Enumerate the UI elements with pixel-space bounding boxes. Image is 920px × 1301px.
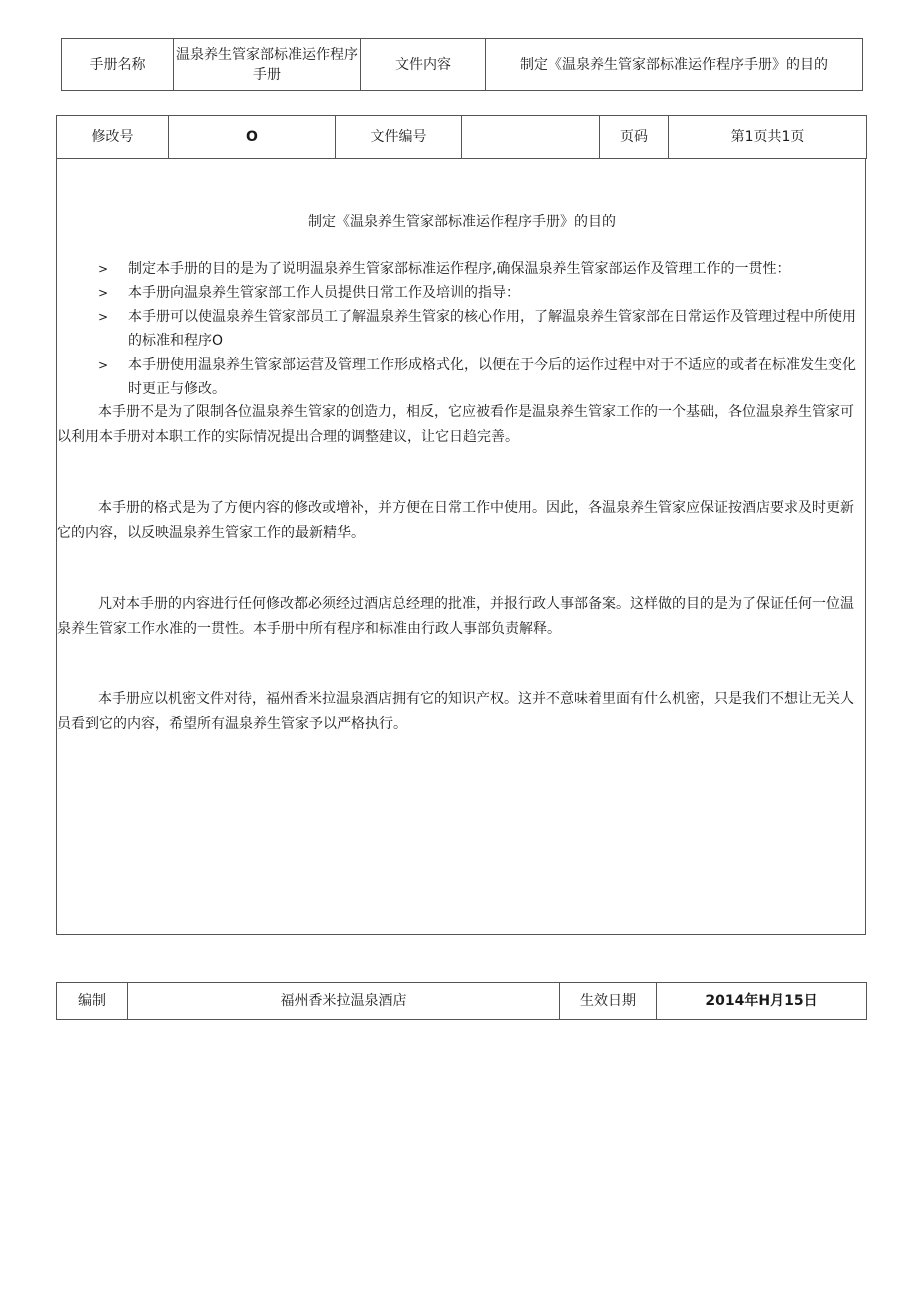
bullet-text: 制定本手册的目的是为了说明温泉养生管家部标准运作程序,确保温泉养生管家部运作及管理工作的一贯性：	[128, 261, 791, 277]
paragraph: 本手册应以机密文件对待，福州香米拉温泉酒店拥有它的知识产权。这并不意味着里面有什么机密，只是我们不想让无关人员看到它的内容，希望所有温泉养生管家予以严格执行。	[57, 691, 854, 732]
list-item	[57, 281, 867, 305]
revision-label: 修改号	[57, 116, 169, 159]
bullet-text: 本手册向温泉养生管家部工作人员提供日常工作及培训的指导：	[128, 285, 520, 301]
list-item	[57, 353, 867, 401]
compiler-label: 编制	[57, 983, 128, 1020]
list-item	[57, 257, 867, 281]
footer-table	[56, 982, 867, 1020]
bullet-mark: >	[98, 310, 109, 324]
effective-date-label: 生效日期	[560, 983, 657, 1020]
compiler-value: 福州香米拉温泉酒店	[128, 983, 560, 1020]
content-label: 文件内容	[361, 39, 486, 91]
bullet-text: 本手册使用温泉养生管家部运营及管理工作形成格式化，以便在于今后的运作过程中对于不适应的或者在标准发生变化时更正与修改。	[128, 357, 856, 397]
doc-number-label: 文件编号	[336, 116, 462, 159]
bullet-mark: >	[98, 262, 109, 276]
revision-value: O	[169, 116, 336, 159]
paragraph: 本手册的格式是为了方便内容的修改或增补，并方便在日常工作中使用。因此，各温泉养生管家应保证按酒店要求及时更新它的内容，以反映温泉养生管家工作的最新精华。	[57, 500, 854, 541]
content-box	[56, 159, 866, 935]
paragraph: 本手册不是为了限制各位温泉养生管家的创造力，相反，它应被看作是温泉养生管家工作的一个基础，各位温泉养生管家可以利用本手册对本职工作的实际情况提出合理的调整建议，让它日趋完善。	[57, 404, 854, 445]
manual-name-value: 温泉养生管家部标准运作程序手册	[174, 39, 361, 91]
page-value: 第1页共1页	[669, 116, 867, 159]
paragraph: 凡对本手册的内容进行任何修改都必须经过酒店总经理的批准，并报行政人事部备案。这样做的目的是为了保证任何一位温泉养生管家工作水准的一贯性。本手册中所有程序和标准由行政人事部负责解释。	[57, 596, 854, 637]
content-value: 制定《温泉养生管家部标准运作程序手册》的目的	[486, 39, 863, 91]
doc-number-value	[462, 116, 600, 159]
page-label: 页码	[600, 116, 669, 159]
effective-date-value: 2014年H月15日	[657, 983, 867, 1020]
manual-name-label: 手册名称	[62, 39, 174, 91]
header-table	[61, 38, 863, 91]
bullet-text: 本手册可以使温泉养生管家部员工了解温泉养生管家的核心作用，了解温泉养生管家部在日常运作及管理过程中所使用的标准和程序O	[128, 309, 856, 349]
bullet-list	[57, 257, 867, 401]
list-item	[57, 305, 867, 353]
meta-table	[56, 115, 867, 159]
content-title: 制定《温泉养生管家部标准运作程序手册》的目的	[308, 214, 616, 230]
bullet-mark: >	[98, 358, 109, 372]
bullet-mark: >	[98, 286, 109, 300]
